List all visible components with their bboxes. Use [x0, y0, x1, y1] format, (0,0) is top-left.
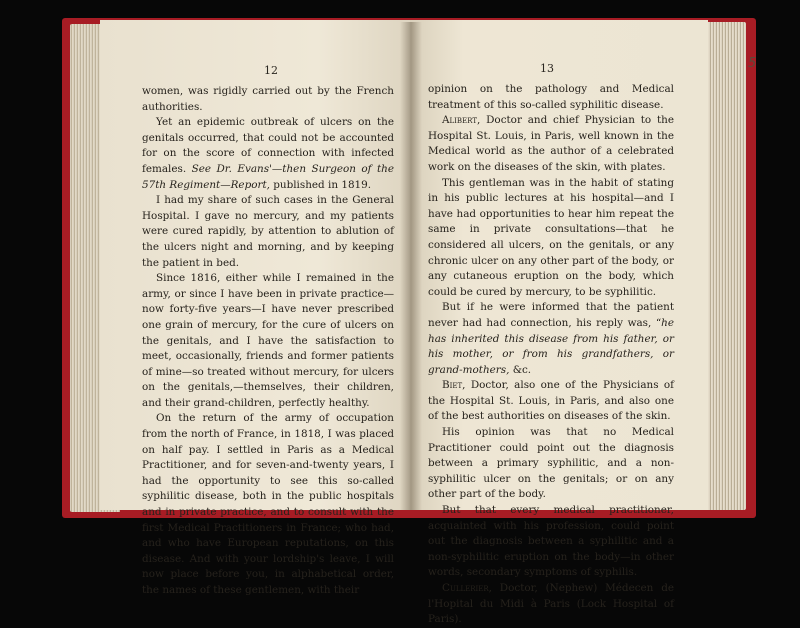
paragraph-text: Yet an epidemic outbreak of ulcers on the genitals occurred, that could not be accounted for on the score of connection with infected females. [142, 116, 394, 175]
paragraph: On the return of the army of occupation from the north of France, in 1818, I was placed on half pay. I settled in Paris as a Medical Practitioner, and for seven-and-twenty years, I had the opportunity to see this so-called syphilitic disease, both in the public hospitals and in private practice, and to consult with the first Medical Practitioners in France; who had, and who have European reputations, on this disease. And with your lordship's leave, I will now place before you, in alphabetical order, the names of these gentlemen, with their [142, 412, 394, 596]
right-page-number: 13 [540, 62, 554, 75]
paragraph-text: &c. [509, 363, 532, 376]
right-page-body [428, 82, 674, 628]
paragraph: But that every medical practitioner, acquainted with his profession, could point out the diagnosis between a syphilitic and a non-syphilitic eruption on the body—in other words, secondary symptoms of syphilis. [428, 504, 674, 579]
margin-note: 5 [748, 56, 757, 71]
paragraph: opinion on the pathology and Medical treatment of this so-called syphilitic disease. [428, 83, 674, 111]
paragraph: His opinion was that no Medical Practitioner could point out the diagnosis between a primary syphilitic, and a non-syphilitic ulcer on the genitals; or on any other part of the body. [428, 426, 674, 501]
paragraph [428, 113, 674, 175]
paragraph: Since 1816, either while I remained in the army, or since I have been in private practice—now forty-five years—I have never prescribed one grain of mercury, for the cure of ulcers on the genitals, and I have the satisfaction to meet, occasionally, friends and former patients of mine—so treated without mercury, for ulcers on the genitals,—themselves, their children, and their grand-children, perfectly healthy. [142, 272, 394, 409]
paragraph [428, 581, 674, 628]
physician-name: Biet, [442, 379, 466, 392]
paragraph: women, was rigidly carried out by the French authorities. [142, 85, 394, 113]
physician-name: Cullerier, [442, 582, 492, 594]
paragraph-text: published in 1819. [269, 178, 372, 191]
paragraph-text: But if he were informed that the patient never had had connection, his reply was, “ [428, 301, 674, 329]
paragraph [428, 378, 674, 425]
paragraph [428, 300, 674, 378]
paragraph-text: Doctor, (Nephew) Médecen de l'Hopital du Midi à Paris (Lock Hospital of Paris). [428, 582, 674, 626]
left-page [100, 20, 412, 596]
paragraph: This gentleman was in the habit of stating in his public lectures at his hospital—and I have had opportunities to hear him repeat the same in private consultations—that he considered all ulcers, on the genitals, or any chronic ulcer on any other part of the body, or any cutaneous eruption on the body, which could be cured by mercury, to be syphilitic. [428, 176, 674, 298]
paragraph [142, 115, 394, 193]
book-gutter [400, 22, 422, 510]
paragraph: I had my share of such cases in the General Hospital. I gave no mercury, and my patients were cured rapidly, by attention to ablution of the ulcers night and morning, and by keeping the patient in bed. [142, 194, 394, 269]
left-page-body [142, 84, 394, 599]
right-page [410, 20, 708, 626]
left-page-number: 12 [264, 64, 278, 77]
citation: See Dr. Evans'—then Surgeon of the 57th Regiment—Report, [142, 162, 394, 191]
paragraph-text: Doctor, also one of the Physicians of the Hospital St. Louis, in Paris, and also one of the best authorities on diseases of the skin. [428, 379, 674, 423]
paragraph-text: Doctor and chief Physician to the Hospital St. Louis, in Paris, well known in the Medical world as the author of a celebrated work on the diseases of the skin, with plates. [428, 114, 674, 173]
quotation: he has inherited this disease from his father, or his mother, or from his grandfathers, or grand-mothers, [428, 316, 674, 376]
physician-name: Alibert, [442, 114, 481, 127]
